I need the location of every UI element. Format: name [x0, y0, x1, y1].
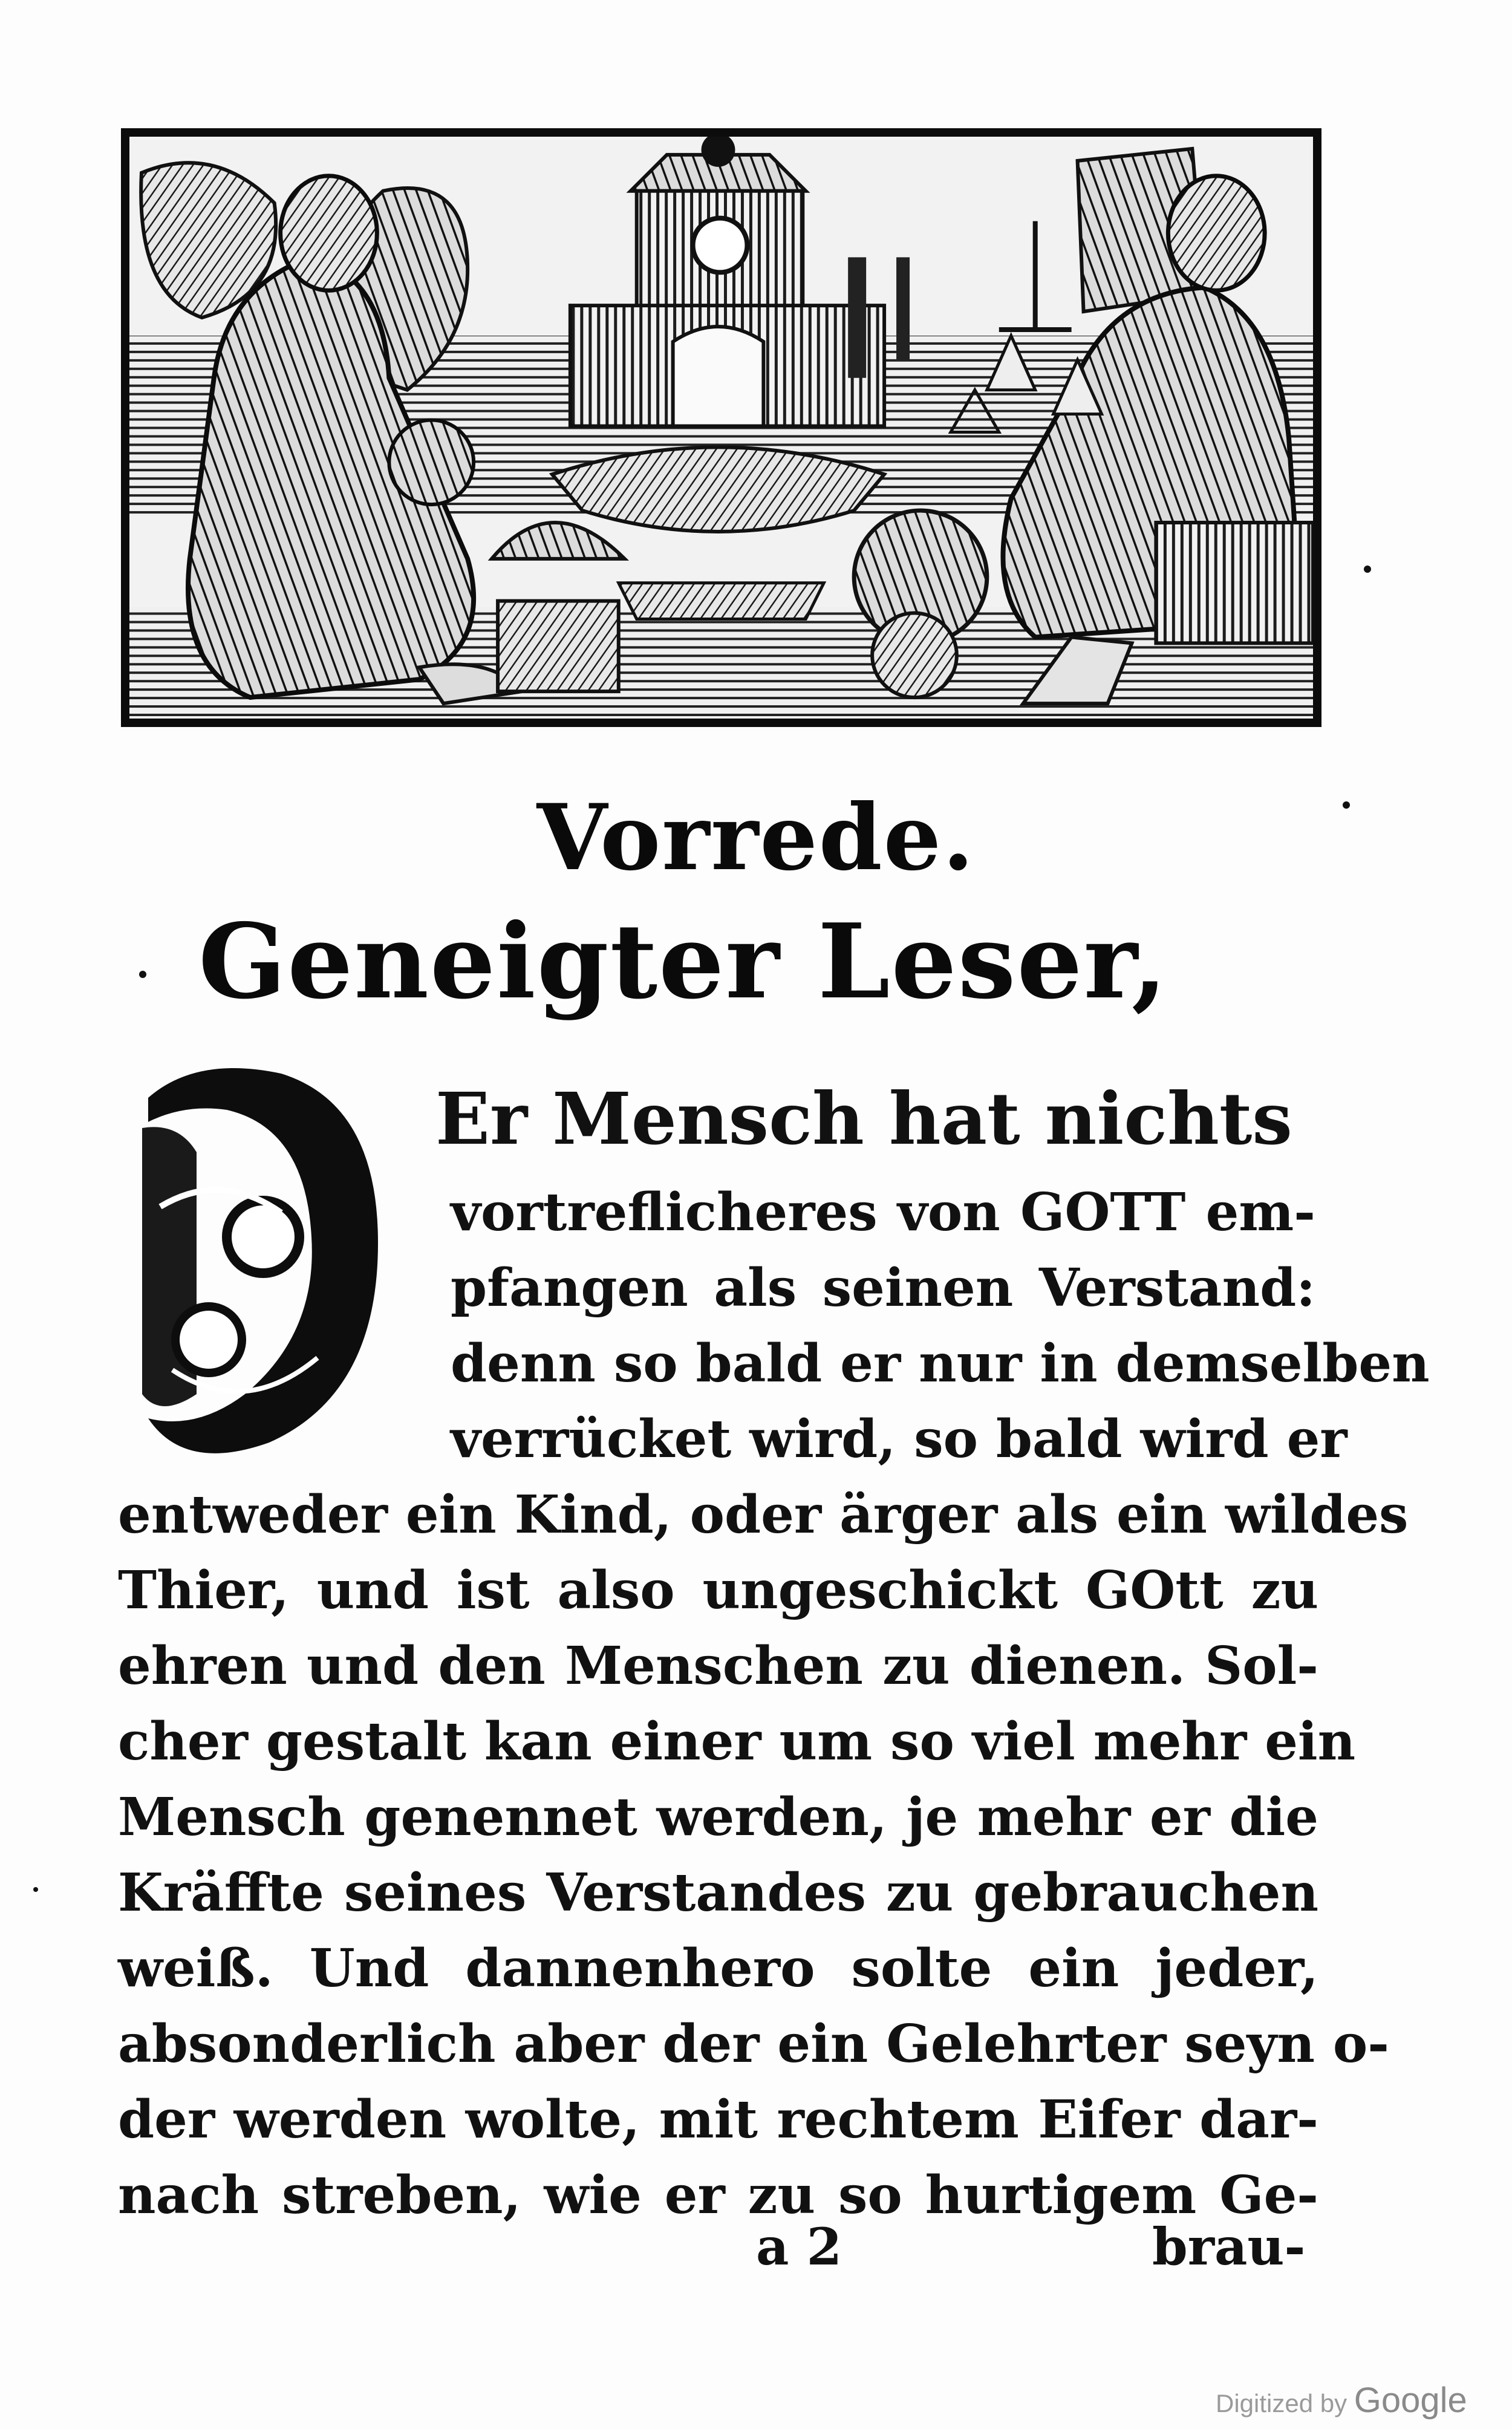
- signature-mark: a 2: [756, 2217, 842, 2277]
- salutation: Geneigter Leser,: [198, 901, 1168, 1022]
- text-line: verrücket wird, so bald wird er: [451, 1409, 1347, 1470]
- text-line: der werden wolte, mit rechtem Eifer dar-: [118, 2089, 1318, 2150]
- text-line: vortreflicheres von GOTT em-: [451, 1182, 1315, 1243]
- woodcut-scene: [129, 137, 1313, 719]
- drop-cap-ornament: [124, 1055, 384, 1461]
- ornamental-drop-cap: [124, 1055, 384, 1461]
- text-line: Thier, und ist also ungeschickt GOtt zu: [118, 1560, 1318, 1621]
- woodcut-illustration: [121, 128, 1321, 727]
- text-line: cher gestalt kan einer um so viel mehr ein: [118, 1711, 1356, 1772]
- watermark-brand: Google: [1354, 2381, 1467, 2420]
- text-line: Mensch genennet werden, je mehr er die: [118, 1787, 1318, 1848]
- text-line: entweder ein Kind, oder ärger als ein wildes: [118, 1484, 1409, 1545]
- ink-speck: [1343, 801, 1350, 809]
- text-line: denn so bald er nur in demselben: [451, 1333, 1430, 1394]
- watermark-prefix: Digitized by: [1216, 2389, 1347, 2418]
- text-line: Kräffte seines Verstandes zu gebrauchen: [118, 1862, 1318, 1923]
- text-line: nach streben, wie er zu so hurtigem Ge-: [118, 2165, 1318, 2226]
- ink-speck: [139, 971, 146, 978]
- ink-speck: [33, 1887, 38, 1892]
- text-line: weiß. Und dannenhero solte ein jeder,: [118, 1938, 1318, 1999]
- text-line: ehren und den Menschen zu dienen. Sol-: [118, 1635, 1318, 1697]
- catchword: brau-: [1152, 2217, 1306, 2277]
- ink-speck: [1364, 566, 1371, 573]
- opening-line: Er Mensch hat nichts: [435, 1077, 1292, 1161]
- text-line: absonderlich aber der ein Gelehrter seyn o-: [118, 2013, 1389, 2075]
- text-line: pfangen als seinen Verstand:: [451, 1257, 1315, 1319]
- preface-title: Vorrede.: [536, 784, 976, 891]
- digitized-watermark: [1216, 2380, 1467, 2421]
